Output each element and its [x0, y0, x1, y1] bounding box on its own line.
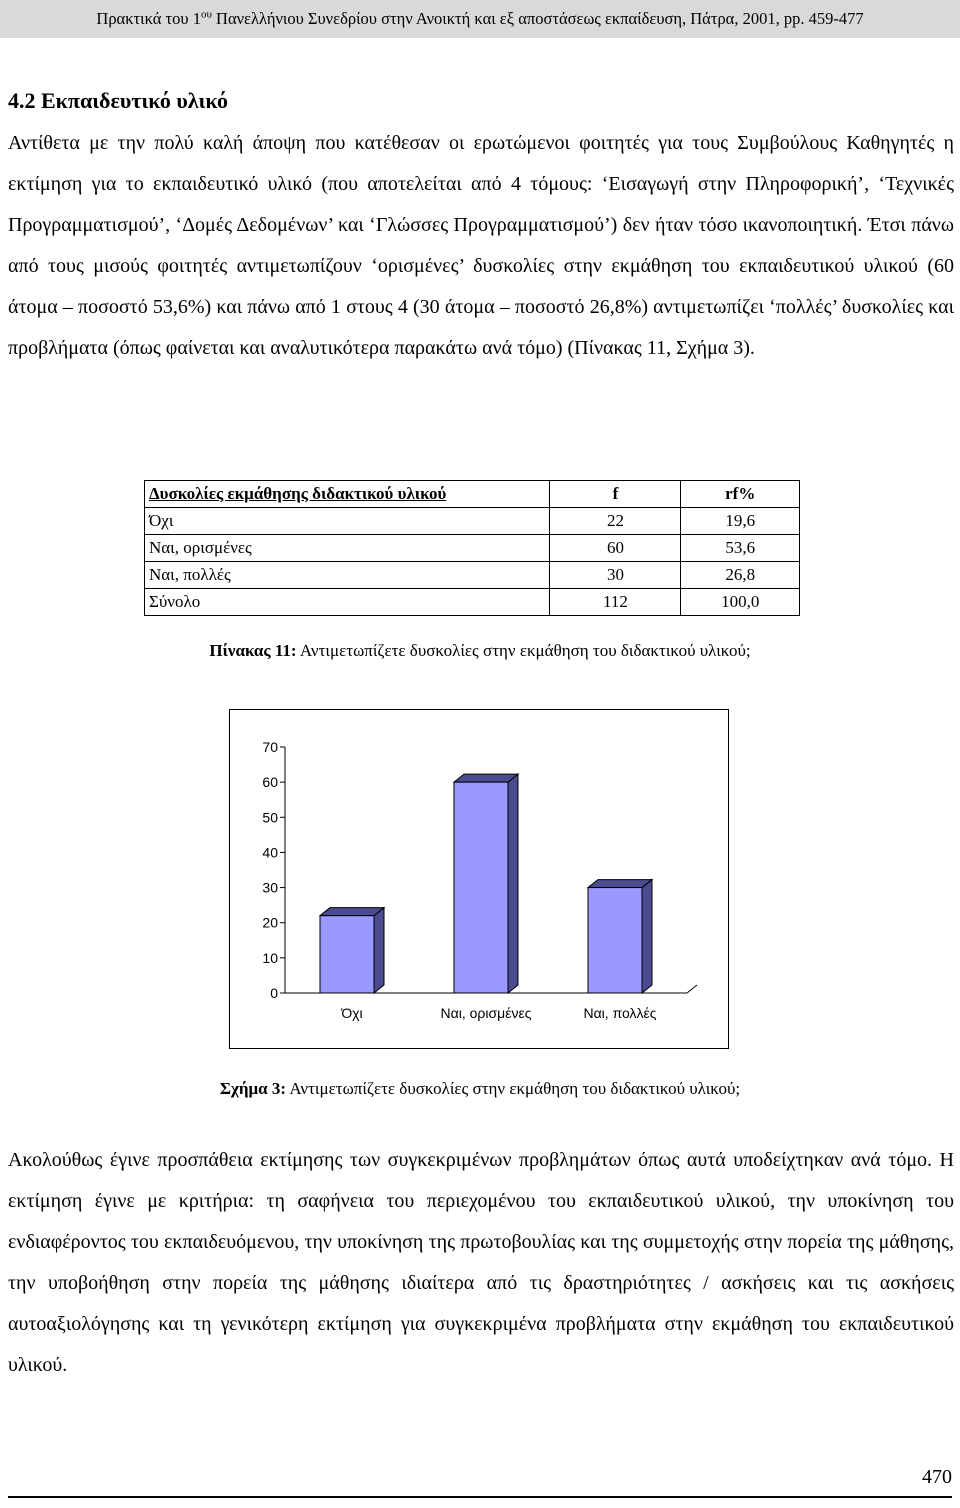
table-cell: 53,6 [681, 535, 800, 562]
header-text-end: Πανελλήνιου Συνεδρίου στην Ανοικτή και εξ αποστάσεως εκπαίδευση, Πάτρα, 2001, pp. 459-477 [211, 9, 864, 28]
header-text-start: Πρακτικά του 1 [96, 9, 201, 28]
table-row [145, 508, 800, 535]
y-tick-label: 10 [262, 949, 278, 966]
table-cell: 22 [550, 508, 681, 535]
y-tick-label: 40 [262, 844, 278, 861]
x-tick-label: Ναι, ορισμένες [440, 1005, 532, 1021]
bar-top [588, 880, 652, 888]
table-cell: Ναι, πολλές [145, 562, 550, 589]
footer-rule [8, 1496, 952, 1498]
y-tick-label: 30 [262, 879, 278, 896]
bar-side [508, 774, 518, 993]
table-cell: 60 [550, 535, 681, 562]
table-row [145, 535, 800, 562]
table-cell: Ναι, ορισμένες [145, 535, 550, 562]
table-caption [0, 641, 960, 661]
table-cell: Όχι [145, 508, 550, 535]
bar-side [642, 880, 652, 993]
table-row [145, 589, 800, 616]
table-row [145, 562, 800, 589]
y-tick-label: 70 [262, 739, 278, 755]
table-cell: 112 [550, 589, 681, 616]
table-caption-text: Αντιμετωπίζετε δυσκολίες στην εκμάθηση του διδακτικού υλικού; [296, 641, 751, 660]
bar [588, 888, 642, 993]
header-superscript: ου [200, 8, 212, 21]
y-tick-label: 0 [270, 985, 278, 1001]
figure-caption [0, 1079, 960, 1099]
bar-side [374, 908, 384, 993]
table-header-category: Δυσκολίες εκμάθησης διδακτικού υλικού [145, 481, 550, 508]
bar-top [454, 774, 518, 782]
table-cell: 19,6 [681, 508, 800, 535]
paragraph-intro: Αντίθετα με την πολύ καλή άποψη που κατέθεσαν οι ερωτώμενοι φοιτητές για τους Συμβούλους Καθηγητές η εκτίμηση για το εκπαιδευτικό υλικό (που αποτελείται από 4 τόμους: ‘Εισαγωγή στην Πληροφορική’, ‘Τεχνικές Προγραμματισμού’, ‘Δομές Δεδομένων’ και ‘Γλώσσες Προγραμματισμού’) δεν ήταν τόσο ικανοποιητική. Έτσι πάνω από τους μισούς φοιτητές αντιμετωπίζουν ‘ορισμένες’ δυσκολίες στην εκμάθηση του εκπαιδευτικού υλικού (60 άτομα – ποσοστό 53,6%) και πάνω από 1 στους 4 (30 άτομα – ποσοστό 26,8%) αντιμετωπίζει ‘πολλές’ δυσκολίες και προβλήματα (όπως φαίνεται και αναλυτικότερα παρακάτω ανά τόμο) (Πίνακας 11, Σχήμα 3). [8, 132, 954, 359]
running-header [0, 0, 960, 38]
bar-top [320, 908, 384, 916]
page-number: 470 [922, 1466, 952, 1488]
x-tick-label: Ναι, πολλές [583, 1005, 657, 1021]
y-tick-label: 50 [262, 809, 278, 826]
y-tick-label: 20 [262, 914, 278, 931]
difficulty-table [144, 480, 800, 616]
x-tick-label: Όχι [341, 1005, 363, 1021]
y-tick-label: 60 [262, 774, 278, 791]
bar [320, 916, 374, 993]
table-cell: Σύνολο [145, 589, 550, 616]
table-header-row [145, 481, 800, 508]
bar [454, 782, 508, 993]
figure-caption-text: Αντιμετωπίζετε δυσκολίες στην εκμάθηση του διδακτικού υλικού; [286, 1079, 741, 1098]
section-heading: 4.2 Εκπαιδευτικό υλικό [8, 88, 228, 113]
table-cell: 100,0 [681, 589, 800, 616]
table-header-rf: rf% [681, 481, 800, 508]
table-cell: 30 [550, 562, 681, 589]
paragraph-followup: Ακολούθως έγινε προσπάθεια εκτίμησης των συγκεκριμένων προβλημάτων όπως αυτά υποδείχτηκαν ανά τόμο. Η εκτίμηση έγινε με κριτήρια: τη σαφήνεια του περιεχομένου του εκπαιδευτικού υλικού, την υποκίνηση του ενδιαφέροντος του εκπαιδευόμενου, την υποκίνηση της πρωτοβουλίας και της συμμετοχής στην πορεία της μάθησης, την υποβοήθηση στην πορεία της μάθησης ιδιαίτερα από τις δραστηριότητες / ασκήσεις και τις ασκήσεις αυτοαξιολόγησης και τη γενικότερη εκτίμηση για συγκεκριμένα προβλήματα στην εκμάθηση του εκπαιδευτικού υλικού. [8, 1149, 954, 1376]
table-caption-label: Πίνακας 11: [209, 641, 297, 660]
figure-caption-label: Σχήμα 3: [219, 1079, 287, 1098]
bar-chart [229, 709, 729, 1049]
table-header-f: f [550, 481, 681, 508]
table-cell: 26,8 [681, 562, 800, 589]
